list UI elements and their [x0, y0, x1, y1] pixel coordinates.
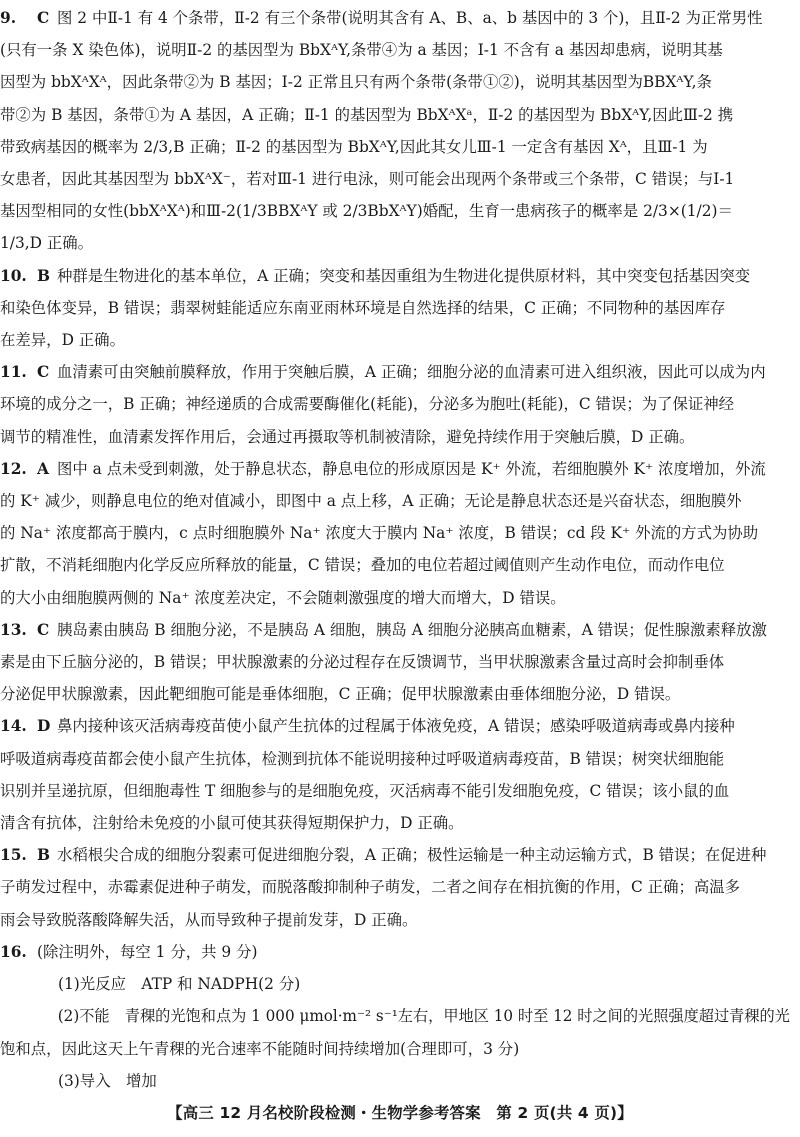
explanation-line: 1/3,D 正确。 — [0, 234, 94, 253]
explanation-line: 识别并呈递抗原，但细胞毒性 T 细胞参与的是细胞免疫，灭活病毒不能引发细胞免疫，C 错误；该小鼠的血 — [0, 781, 730, 800]
question-number: 14. — [0, 717, 27, 736]
answer-letter: B — [37, 846, 51, 865]
explanation-line: 女患者，因此其基因型为 bbXᴬX⁻，若对Ⅲ-1 进行电泳，则可能会出现两个条带或三个条带，C 错误；与Ⅰ-1 — [0, 170, 735, 189]
question-number: 15. — [0, 846, 27, 865]
explanation-line: 水稻根尖合成的细胞分裂素可促进细胞分裂，A 正确；极性运输是一种主动运输方式，B 错误；在促进种 — [57, 846, 767, 865]
question-number: 11. — [0, 363, 27, 382]
explanation-line: 在差异，D 正确。 — [0, 331, 125, 350]
explanation-line: 因型为 bbXᴬXᴬ，因此条带②为 B 基因；Ⅰ-2 正常且只有两个条带(条带①②)，说明其基因型为BBXᴬY,条 — [0, 73, 712, 92]
answer-item-12 — [0, 453, 790, 614]
explanation-line: 带致病基因的概率为 2/3,B 正确；Ⅱ-2 的基因型为 BbXᴬY,因此其女儿Ⅲ-1 一定含有基因 Xᴬ，且Ⅲ-1 为 — [0, 137, 708, 156]
explanation-line: 环境的成分之一，B 正确；神经递质的合成需要酶催化(耗能)，分泌多为胞吐(耗能)，C 错误；为了保证神经 — [0, 395, 735, 414]
answer-letter: D — [37, 717, 51, 736]
answer-item-9 — [0, 2, 790, 260]
explanation-line: 的 K⁺ 减少，则静息电位的绝对值减小，即图中 a 点上移，A 正确；无论是静息状态还是兴奋状态，细胞膜外 — [0, 492, 742, 511]
explanation-line: 的大小由细胞膜两侧的 Na⁺ 浓度差决定，不会随刺激强度的增大而增大，D 错误。 — [0, 588, 566, 607]
explanation-line: 鼻内接种该灭活病毒疫苗使小鼠产生抗体的过程属于体液免疫，A 错误；感染呼吸道病毒或鼻内接种 — [57, 717, 735, 736]
question-number: 12. — [0, 459, 27, 478]
sub-answer-2-continued: 饱和点，因此这天上午青稞的光合速率不能随时间持续增加(合理即可，3 分) — [0, 1039, 520, 1058]
explanation-line: 素是由下丘脑分泌的，B 错误；甲状腺激素的分泌过程存在反馈调节，当甲状腺激素含量过高时会抑制垂体 — [0, 653, 725, 672]
answer-letter: C — [37, 620, 50, 639]
explanation-line: 呼吸道病毒疫苗都会使小鼠产生抗体，检测到抗体不能说明接种过呼吸道病毒疫苗，B 错误；树突状细胞能 — [0, 749, 725, 768]
question-number: 16. — [0, 942, 27, 961]
page-footer: 【高三 12 月名校阶段检测・生物学参考答案 第 2 页(共 4 页)】 — [167, 1104, 633, 1122]
question-number: 9. — [0, 9, 17, 27]
explanation-line: 和染色体变异，B 错误；翡翠树蛙能适应东南亚雨林环境是自然选择的结果，C 正确；不同物种的基因库存 — [0, 298, 726, 317]
explanation-line: 分泌促甲状腺激素，因此靶细胞可能是垂体细胞，C 正确；促甲状腺激素由垂体细胞分泌，D 错误。 — [0, 685, 681, 704]
explanation-line: 胰岛素由胰岛 B 细胞分泌，不是胰岛 A 细胞，胰岛 A 细胞分泌胰高血糖素，A 错误；促性腺激素释放激 — [57, 620, 767, 639]
explanation-line: 调节的精准性，血清素发挥作用后，会通过再摄取等机制被清除，避免持续作用于突触后膜，D 正确。 — [0, 427, 695, 446]
explanation-line: 带②为 B 基因，条带①为 A 基因，A 正确；Ⅱ-1 的基因型为 BbXᴬXᵃ，Ⅱ-2 的基因型为 BbXᴬY,因此Ⅲ-2 携 — [0, 105, 734, 124]
explanation-line: 图中 a 点未受到刺激，处于静息状态，静息电位的形成原因是 K⁺ 外流，若细胞膜外 K⁺ 浓度增加，外流 — [57, 459, 766, 478]
answer-item-16 — [0, 936, 790, 1097]
explanation-line: 扩散，不消耗细胞内化学反应所释放的能量，C 错误；叠加的电位若超过阈值则产生动作电位，而动作电位 — [0, 556, 725, 575]
question-number: 10. — [0, 266, 27, 285]
explanation-line: 清含有抗体，注射给未免疫的小鼠可使其获得短期保护力，D 正确。 — [0, 814, 464, 833]
explanation-line: (只有一条 X 染色体)，说明Ⅱ-2 的基因型为 BbXᴬY,条带④为 a 基因；Ⅰ-1 不含有 a 基因却患病，说明其基 — [0, 41, 723, 60]
explanation-line: 血清素可由突触前膜释放，作用于突触后膜，A 正确；细胞分泌的血清素可进入组织液，因此可以成为内 — [57, 363, 766, 382]
answer-item-15 — [0, 839, 790, 936]
answer-letter: C — [37, 363, 50, 382]
answer-content — [0, 2, 790, 1097]
explanation-line: 种群是生物进化的基本单位，A 正确；突变和基因重组为生物进化提供原材料，其中突变包括基因突变 — [57, 266, 751, 285]
answer-letter: B — [37, 266, 51, 285]
answer-item-11 — [0, 356, 790, 453]
answer-letter: A — [37, 459, 49, 478]
sub-answer-1: (1)光反应 ATP 和 NADPH(2 分) — [58, 975, 301, 994]
explanation-line: 基因型相同的女性(bbXᴬXᴬ)和Ⅲ-2(1/3BBXᴬY 或 2/3BbXᴬY)婚配，生育一患病孩子的概率是 2/3×(1/2)＝ — [0, 202, 733, 221]
answer-letter: C — [37, 9, 50, 27]
explanation-line: 子萌发过程中，赤霉素促进种子萌发，而脱落酸抑制种子萌发，二者之间存在相抗衡的作用，C 正确；高温多 — [0, 878, 741, 897]
explanation-line: 图 2 中Ⅱ-1 有 4 个条带，Ⅱ-2 有三个条带(说明其含有 A、B、a、b 基因中的 3 个)，且Ⅱ-2 为正常男性 — [57, 9, 763, 27]
answer-item-13 — [0, 614, 790, 711]
question-number: 13. — [0, 620, 27, 639]
explanation-line: 雨会导致脱落酸降解失活，从而导致种子提前发芽，D 正确。 — [0, 910, 418, 929]
answer-item-10 — [0, 260, 790, 357]
scoring-note: (除注明外，每空 1 分，共 9 分) — [37, 942, 258, 961]
sub-answer-2: (2)不能 青稞的光饱和点为 1 000 μmol·m⁻² s⁻¹左右，甲地区 10 时至 12 时之间的光照强度超过青稞的光 — [57, 1007, 790, 1026]
explanation-line: 的 Na⁺ 浓度都高于膜内，c 点时细胞膜外 Na⁺ 浓度大于膜内 Na⁺ 浓度，B 错误；cd 段 K⁺ 外流的方式为协助 — [0, 524, 759, 543]
sub-answer-3: (3)导入 增加 — [58, 1071, 157, 1090]
answer-item-14 — [0, 710, 790, 839]
